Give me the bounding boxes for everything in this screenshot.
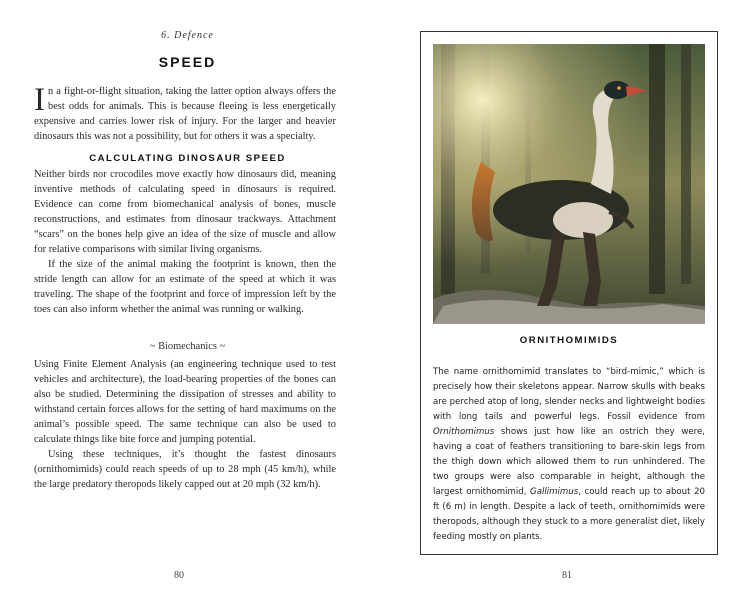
text-segment: shows just how like an ostrich they were, having a coat of feathers transitioning to bare-skin legs from the thigh down which allowed them to run unhindered. The two groups were also comparable in height, although the largest ornithomimid, (433, 427, 705, 497)
intro-paragraph (34, 84, 336, 144)
page-number: 80 (174, 570, 184, 581)
paragraph: Using these techniques, it’s thought the fastest dinosaurs (ornithomimids) could reach speeds of up to 28 mph (45 km/h), while the large predatory theropods likely capped out at 20 mph (32 km/h). (34, 449, 336, 490)
intro-text: n a fight-or-flight situation, taking the latter option always offers the best odds for animals. This is because fleeing is less energetically expensive and carries lower risk of injury. For the larger and heavier dinosaurs this was not a possibility, but for others it was a specialty. (34, 86, 336, 142)
genus-name: Ornithomimus (433, 427, 495, 437)
subsection-heading: ~ Biomechanics ~ (149, 341, 226, 352)
text-segment: The name ornithomimid translates to “bird-mimic,” which is precisely how their skeletons appear. Narrow skulls with beaks are perched atop of long, slender necks and lightweight bodies with long tails and powerful legs. Fossil evidence from (433, 367, 705, 422)
paragraph: If the size of the animal making the footprint is known, then the stride length can allow for an estimate of the speed at which it was traveling. The shape of the footprint and force of impression left by the toes can also inform whether the animal was running or walking. (34, 259, 336, 315)
page-title: SPEED (158, 54, 217, 70)
paragraph: Using Finite Element Analysis (an engineering technique used to test vehicles and architecture), the load-bearing properties of the bones can also be studied. Determining the dissipation of stresses and ability to withstand certain forces allows for the setting of hard maximums on the animal’s possible speed. The same technique can also be used to calculate things like bite force and jumping potential. (34, 359, 336, 445)
section-heading: CALCULATING DINOSAUR SPEED (89, 153, 286, 164)
paragraph: Neither birds nor crocodiles move exactly how dinosaurs did, meaning inventive methods of calculating speed in dinosaurs is required. Evidence can come from biomechanical analysis of bones, muscle reconstructions, and estimates from dinosaur trackways. Attachment “scars” on the bones help give an idea of the size of muscle and allow for relative comparisons with similar living organisms. (34, 169, 336, 255)
page-number: 81 (562, 570, 572, 581)
running-head: 6. Defence (161, 30, 214, 41)
sidebar-box (420, 31, 718, 555)
section-body (34, 167, 336, 317)
text-segment: , could reach up to about 20 ft (6 m) in length. Despite a lack of teeth, ornithomimids were theropods, although they stuck to a more generalist diet, likely feeding mostly on plants. (433, 487, 705, 542)
genus-name: Gallimimus (530, 487, 579, 497)
sidebar-heading: ORNITHOMIMIDS (519, 335, 619, 346)
dinosaur-illustration (433, 44, 705, 324)
subsection-body (34, 357, 336, 492)
sidebar-text (433, 365, 705, 545)
drop-cap: I (34, 82, 45, 118)
